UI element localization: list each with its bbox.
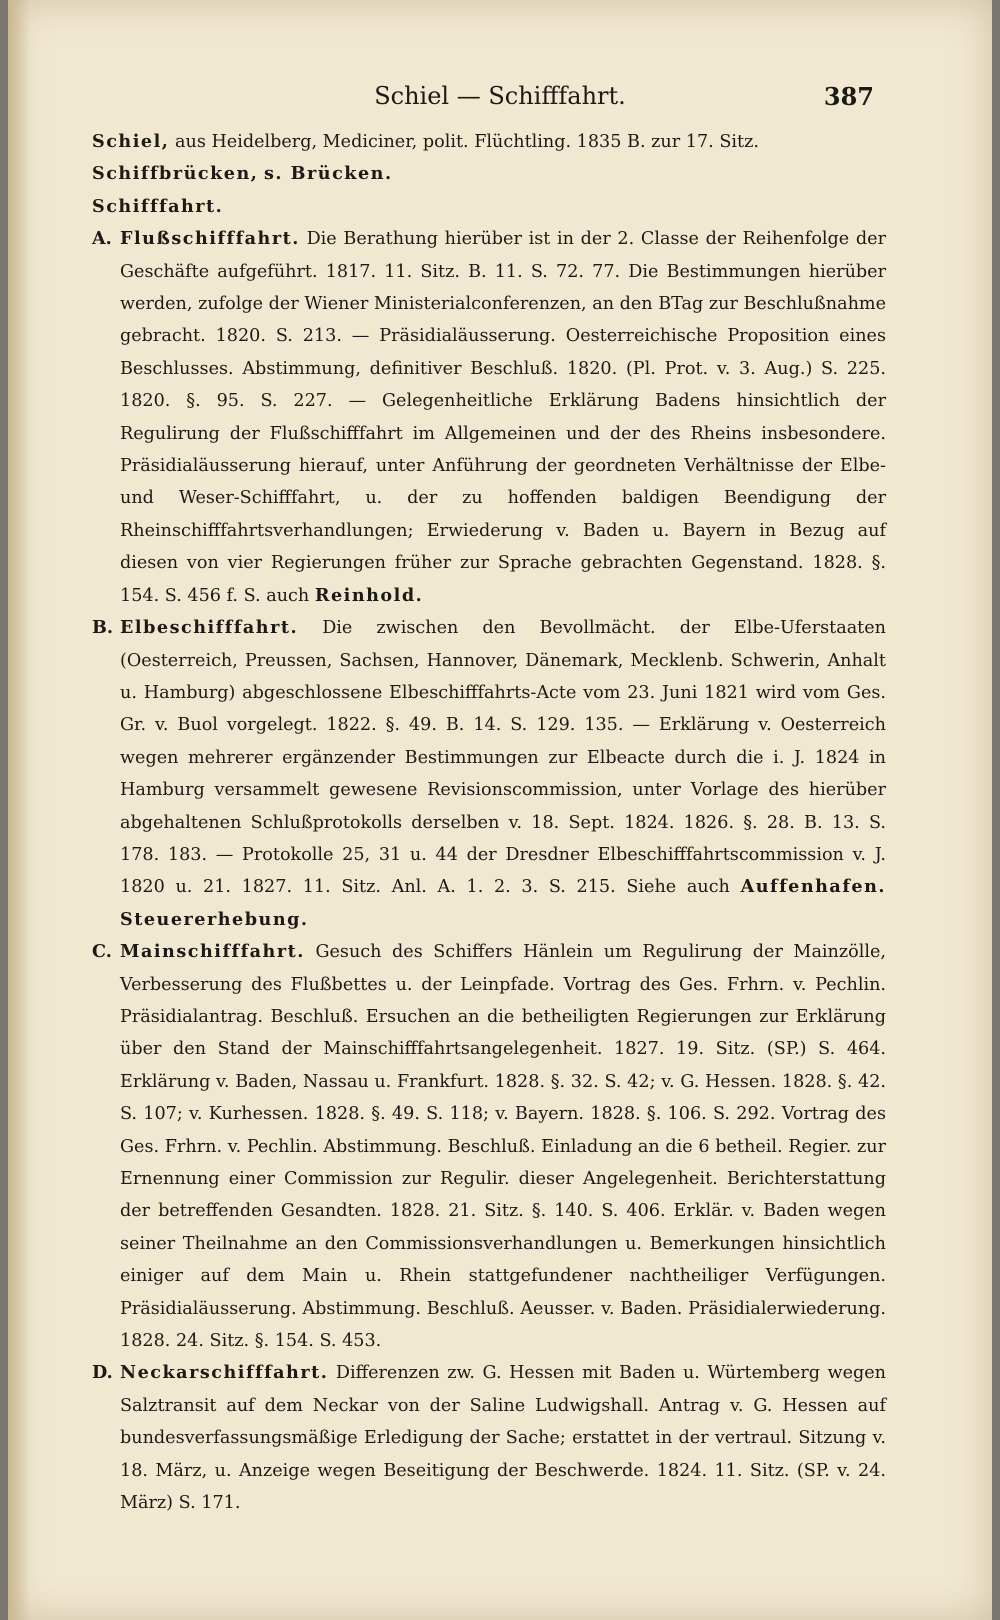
running-title: Schiel — Schifffahrt. (374, 82, 626, 110)
section-letter: D. (92, 1362, 113, 1384)
entry-schiel (92, 126, 886, 158)
section-title: Mainschifffahrt. (120, 941, 305, 963)
section-text: Die Berathung hierüber ist in der 2. Classe der Reihenfolge der Geschäfte aufgeführt. 1817. 11. Sitz. B. 11. S. 72. 77. Die Bestimmungen hierüber werden, zufolge der Wiener Ministerialconferenzen, an den BTag zur Beschlußnahme gebracht. 1820. S. 213. — Präsidialäusserung. Oesterreichische Proposition eines Beschlusses. Abstimmung, definitiver Beschluß. 1820. (Pl. Prot. v. 3. Aug.) S. 225. 1820. §. 95. S. 227. — Gelegenheitliche Erklärung Badens hinsichtlich der Regulirung der Flußschifffahrt im Allgemeinen und der des Rheins insbesondere. Präsidialäusserung hierauf, unter Anführung der geordneten Verhältnisse der Elbe- und Weser-Schifffahrt, u. der zu hoffenden baldigen Beendigung der Rheinschifffahrtsverhandlungen; Erwiederung v. Baden u. Bayern in Bezug auf diesen von vier Regierungen früher zur Sprache gebrachten Gegenstand. 1828. §. 154. S. 456 f. S. auch (120, 229, 886, 606)
section-title: Elbeschifffahrt. (120, 617, 299, 639)
section-text: Gesuch des Schiffers Hänlein um Regulirung der Mainzölle, Verbesserung des Flußbettes u. der Leinpfade. Vortrag des Ges. Frhrn. v. Pechlin. Präsidialantrag. Beschluß. Ersuchen an die betheiligten Regierungen zur Erklärung über den Stand der Mainschifffahrtsangelegenheit. 1827. 19. Sitz. (SP.) S. 464. Erklärung v. Baden, Nassau u. Frankfurt. 1828. §. 32. S. 42; v. G. Hessen. 1828. §. 42. S. 107; v. Kurhessen. 1828. §. 49. S. 118; v. Bayern. 1828. §. 106. S. 292. Vortrag des Ges. Frhrn. v. Pechlin. Abstimmung. Beschluß. Einladung an die 6 betheil. Regier. zur Ernennung einer Commission zur Regulir. dieser Angelegenheit. Berichterstattung der betreffenden Gesandten. 1828. 21. Sitz. §. 140. S. 406. Erklär. v. Baden wegen seiner Theilnahme an den Commissionsverhandlungen u. Bemerkungen hinsichtlich einiger auf dem Main u. Rhein stattgefundener nachtheiliger Verfügungen. Präsidialäusserung. Abstimmung. Beschluß. Aeusser. v. Baden. Präsidialerwiederung. 1828. 24. Sitz. §. 154. S. 453. (120, 942, 887, 1352)
section-title: Neckarschifffahrt. (120, 1362, 329, 1384)
section-text: Die zwischen den Bevollmächt. der Elbe-Uferstaaten (Oesterreich, Preussen, Sachsen, Hannover, Dänemark, Mecklenb. Schwerin, Anhalt u. Hamburg) abgeschlossene Elbeschifffahrts-Acte vom 23. Juni 1821 wird vom Ges. Gr. v. Buol vorgelegt. 1822. §. 49. B. 14. S. 129. 135. — Erklärung v. Oesterreich wegen mehrerer ergänzender Bestimmungen zur Elbeacte durch die i. J. 1824 in Hamburg versammelt gewesene Revisionscommission, unter Vorlage des hierüber abgehaltenen Schlußprotokolls derselben v. 18. Sept. 1824. 1826. §. 28. B. 13. S. 178. 183. — Protokolle 25, 31 u. 44 der Dresdner Elbeschifffahrtscommission v. J. 1820 u. 21. 1827. 11. Sitz. Anl. A. 1. 2. 3. S. 215. Siehe auch (120, 618, 886, 898)
running-header (8, 78, 992, 118)
section-body (92, 223, 886, 612)
cross-reference: s. Brücken. (264, 163, 393, 185)
cross-reference: Reinhold. (314, 584, 424, 606)
page-spine-shadow (8, 0, 30, 1620)
entry-heading: Schifffahrt. (92, 195, 224, 217)
entry-text: aus Heidelberg, Mediciner, polit. Flüchtling. 1835 B. zur 17. Sitz. (175, 132, 759, 152)
book-page (8, 0, 992, 1620)
section-title: Flußschifffahrt. (120, 228, 300, 250)
section-letter: B. (92, 617, 113, 639)
cross-reference: Auffenhafen. Steuererhebung. (120, 876, 886, 930)
entry-term: Schiel, (92, 131, 170, 152)
section-a (92, 223, 886, 612)
page-number: 387 (823, 82, 874, 111)
section-d (92, 1357, 886, 1519)
index-content (92, 126, 886, 1519)
section-b (92, 612, 886, 936)
entry-schiffbruecken (92, 158, 886, 190)
section-body (92, 1357, 886, 1519)
section-body (92, 612, 886, 936)
section-text: Differenzen zw. G. Hessen mit Baden u. Würtemberg wegen Salztransit auf dem Neckar von der Saline Ludwigshall. Antrag v. G. Hessen auf bundesverfassungsmäßige Erledigung der Sache; erstattet in der vertraul. Sitzung v. 18. März, u. Anzeige wegen Beseitigung der Beschwerde. 1824. 11. Sitz. (SP. v. 24. März) S. 171. (120, 1363, 886, 1514)
entry-term: Schiffbrücken, (92, 163, 259, 185)
section-c (92, 936, 886, 1357)
section-letter: C. (92, 941, 112, 963)
section-body (92, 936, 886, 1357)
section-letter: A. (92, 228, 112, 250)
entry-schifffahrt (92, 191, 886, 223)
